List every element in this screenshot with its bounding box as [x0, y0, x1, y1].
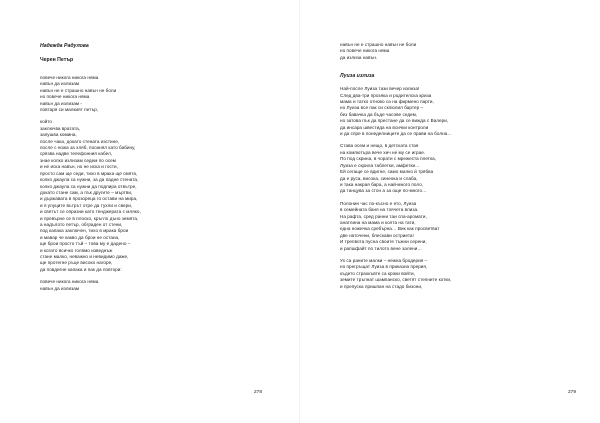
- poem-line: колко джаула са нужни, за да падне стената,: [40, 177, 139, 183]
- poem-line: но повече никога няма: [40, 94, 90, 100]
- poem-line: без бавачка да бъде часове седем,: [340, 111, 418, 117]
- poem-line: където страхкъвте са кроки войти,: [340, 270, 415, 276]
- poem-line: две наточени, блескави остриета!: [340, 232, 414, 238]
- poem-line: и не иска навън, но не иска и гости,: [40, 164, 118, 170]
- page-number: 279: [568, 390, 577, 395]
- poem-line: да танцува за стон а за още по-много…: [340, 188, 427, 194]
- poem-line: една ножичка сребърна… Вик как просветват: [340, 226, 440, 232]
- poem-line: и светът се опразни като тенджерата с мляко,: [40, 209, 141, 215]
- poem-line: после чака, докато стената изстине,: [40, 138, 120, 144]
- poem-line: навън не е страшно навън не боли: [340, 42, 417, 47]
- stanza: [340, 258, 590, 290]
- poem-title-luiza-izliza: Луиза излиза: [340, 73, 375, 80]
- poem-line: Ей сегаще се вдигне, само малко ѝ трябва: [340, 169, 434, 175]
- poem-line: знае колко излизам седем по осем: [40, 157, 116, 163]
- poem-line: Полонин час по-късно е ето, Луиза: [340, 200, 417, 206]
- stanza: [340, 143, 590, 194]
- right-page: [300, 0, 600, 423]
- poem-line: и мавар че какво да брои не остана,: [40, 234, 120, 240]
- poem-line: ще брои просто тъй – това му е дадено –: [40, 241, 131, 247]
- poem-line: На рафта, сред ранни таи спа-аромати,: [340, 213, 427, 219]
- author-name: Надежда Радулова: [40, 43, 89, 49]
- poem-line: а надълото петър, обграден от стени,: [40, 221, 123, 227]
- poem-line: анатлина на мама и колта на тати,: [340, 219, 416, 225]
- poem-line: да повдигне капака и пак да повтори:: [40, 266, 122, 272]
- poem-line: земите тръпнат шампанско, светят степните котки,: [340, 277, 452, 283]
- left-page-text: [40, 42, 280, 292]
- poem-line: повече никога никога няма: [40, 279, 99, 285]
- poem-line: ще протегне ръце високо нагоре,: [40, 260, 113, 266]
- poem-line: повече никога никога няма: [40, 75, 99, 80]
- poem-line: навън да излизам: [40, 285, 80, 291]
- poem-line: в семейната баня на тоячета влиза.: [340, 207, 419, 213]
- stanza: [40, 119, 280, 273]
- poem-line: Луиза е скрила таблетки, амфетки…: [340, 162, 420, 168]
- poem-line: под капака заключен, тихо в мрака брои: [40, 228, 129, 234]
- poem-line: да излиза навън.: [340, 54, 378, 60]
- stanza: [340, 86, 590, 137]
- poem-line: и превърне се в плоско, кръгло дъно земята,: [40, 215, 139, 221]
- poem-line: после с ножа за хляб, посинял като бабину,: [40, 145, 136, 151]
- poem-line: повтаря си малкият петър,: [40, 107, 99, 113]
- poem-line: заключва вратата,: [40, 125, 81, 131]
- poem-line: но затова пък да престане да се вижда с Валери,: [340, 118, 449, 124]
- poem-line: Най-после Луиза тази вечер излиза!: [340, 86, 420, 92]
- poem-line: и да спре в понеделниците да се прави на болна…: [340, 131, 452, 137]
- poem-line: колко джаула са нужни да подлира отвътре,: [40, 183, 137, 189]
- poem-title-cheren-petar: Черен Петър: [40, 57, 74, 63]
- poem-line: но повече никога няма: [340, 48, 390, 54]
- poem-line: След два-три прозяка и родителска криза: [340, 92, 432, 98]
- poem-line: да инсара швестида на всички контроли: [340, 124, 429, 130]
- poem-line: и рапшфайт по тилото вене залени…: [340, 245, 423, 251]
- poem-line: По под скрина, в чорати с мрежеста плетка,: [340, 156, 437, 162]
- poem-line: и когато всичко голямо изведнъж: [40, 247, 113, 253]
- poem-line: навън не е страшно навън не боли: [40, 87, 117, 93]
- poem-line: мама и татко отново са на фирмено парти,: [340, 99, 434, 105]
- stanza: [40, 75, 280, 113]
- poem-line: и препуска пришпан на стадо бизони,: [340, 283, 423, 289]
- stanza: [40, 279, 280, 292]
- poem-line: на компютъра вече хич не му се играе.: [340, 149, 426, 155]
- poem-line: Става осем и нещо, в детската стая: [340, 143, 419, 149]
- poem-line: и така накрая бара, а най-много поло,: [340, 181, 424, 187]
- page-number: 278: [254, 390, 263, 395]
- poem-line: стане малко, неважно и невидимо даже,: [40, 253, 129, 259]
- poem-line: просто сам ще седи, тихо в мрака ще смята,: [40, 170, 138, 176]
- poem-line: навън да излизам -: [40, 100, 82, 106]
- poem-line: да е руса, висока, синеока и слаба,: [340, 175, 418, 181]
- poem-line: навън да излизам: [40, 81, 80, 87]
- poem-line: срязва надве телефонния кабел,: [40, 151, 113, 157]
- poem-line: и държавата в прозореца го остави на мира,: [40, 196, 138, 202]
- poem-line: който: [40, 119, 53, 125]
- poem-line: И трепвота пусна своите тъжни серени,: [340, 239, 427, 245]
- poem-line: и я улуците вътрът отре да тухли и свери,: [40, 202, 133, 208]
- poem-line: Ух са раните малки – нежна бродерия –: [340, 257, 428, 263]
- poem-line: но прегръщат Луиза в приказна прерия,: [340, 264, 428, 270]
- stanza: [340, 201, 590, 252]
- poem-line: запушва комина,: [40, 132, 77, 138]
- poem-line: докато стане сам, а пък другите – мъртви,: [40, 189, 133, 195]
- poem-line: но Луиза все пак си склюлил бартер –: [340, 105, 424, 111]
- continued-lines: [340, 42, 590, 61]
- right-page-text: [340, 42, 590, 290]
